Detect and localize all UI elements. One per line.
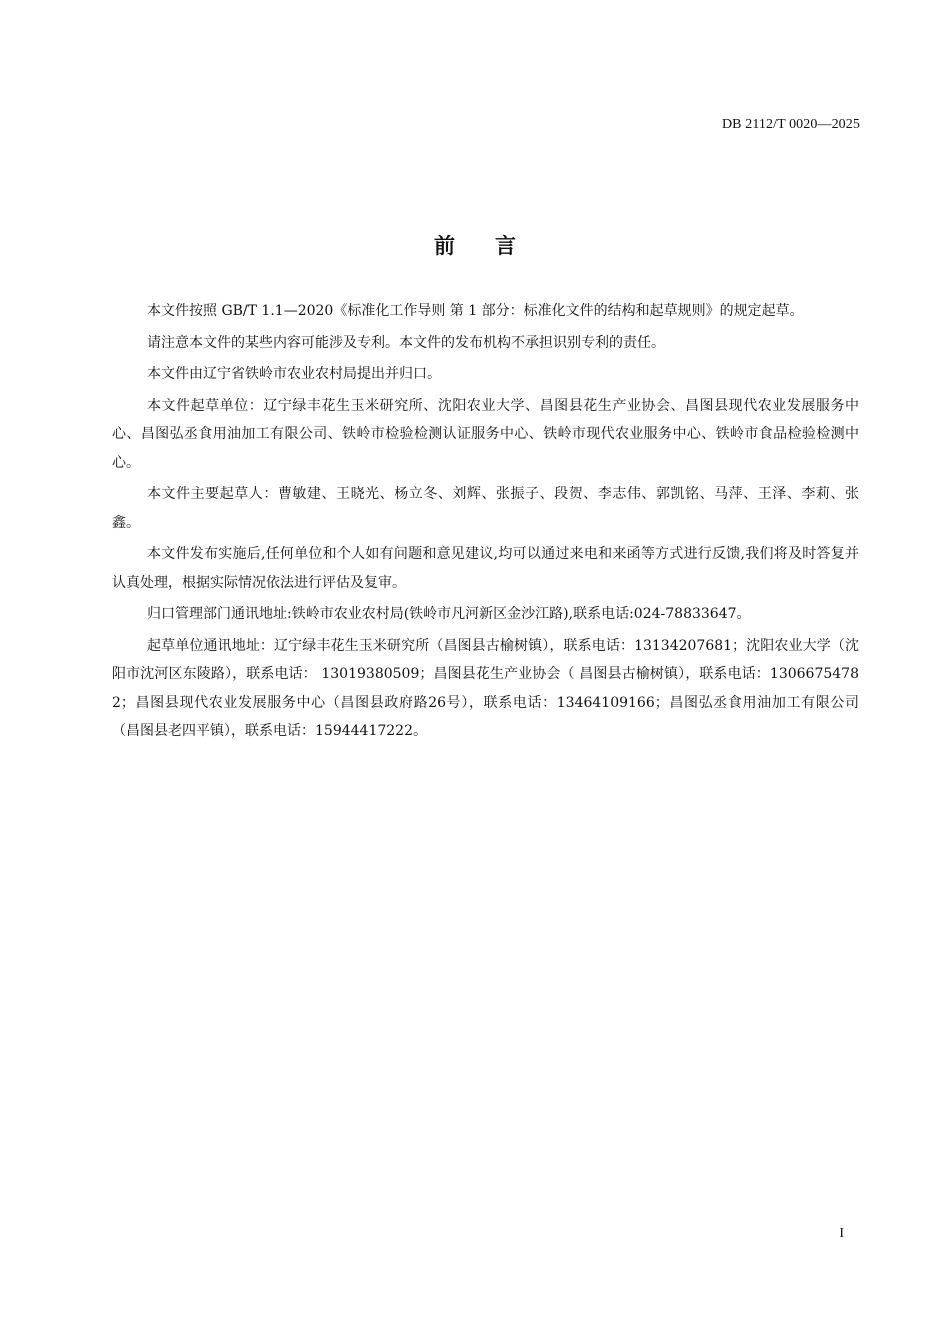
paragraph-management-address: 归口管理部门通讯地址:铁岭市农业农村局(铁岭市凡河新区金沙江路),联系电话:024-78833647。 xyxy=(147,606,751,622)
paragraph-proposer: 本文件由辽宁省铁岭市农业农村局提出并归口。 xyxy=(147,366,441,382)
paragraph-patent-notice: 请注意本文件的某些内容可能涉及专利。本文件的发布机构不承担识别专利的责任。 xyxy=(147,334,665,351)
document-number: DB 2112/T 0020—2025 xyxy=(721,117,860,132)
page-number: I xyxy=(839,1226,844,1241)
paragraph-drafting-units: 本文件起草单位：辽宁绿丰花生玉米研究所、沈阳农业大学、昌图县花生产业协会、昌图县现代农业发展服务中心、昌图弘丞食用油加工有限公司、铁岭市检验检测认证服务中心、铁岭市现代农业服务中心、铁岭市食品检验检测中心。 xyxy=(112,397,859,471)
page-title: 前言 xyxy=(434,234,556,258)
paragraph-drafting-addresses: 起草单位通讯地址：辽宁绿丰花生玉米研究所（昌图县古榆树镇），联系电话：13134207681；沈阳农业大学（沈阳市沈河区东陵路），联系电话： 13019380509；昌图县花生产业协会（ 昌图县古榆树镇），联系电话：13066754782；昌图县现代农业发展服务中心（昌图县政府路26号），联系电话：13464109166；昌图弘丞食用油加工有限公司（昌图县老四平镇），联系电话：15944417222。 xyxy=(112,637,859,739)
paragraph-drafters: 本文件主要起草人：曹敏建、王晓光、杨立冬、刘辉、张振子、段贺、李志伟、郭凯铭、马萍、王泽、李莉、张鑫。 xyxy=(112,486,859,531)
paragraph-feedback: 本文件发布实施后,任何单位和个人如有问题和意见建议,均可以通过来电和来函等方式进行反馈,我们将及时答复并认真处理，根据实际情况依法进行评估及复审。 xyxy=(112,546,859,591)
paragraph-drafting-basis: 本文件按照 GB/T 1.1—2020《标准化工作导则 第 1 部分：标准化文件的结构和起草规则》的规定起草。 xyxy=(147,303,804,319)
foreword-body xyxy=(112,297,859,746)
